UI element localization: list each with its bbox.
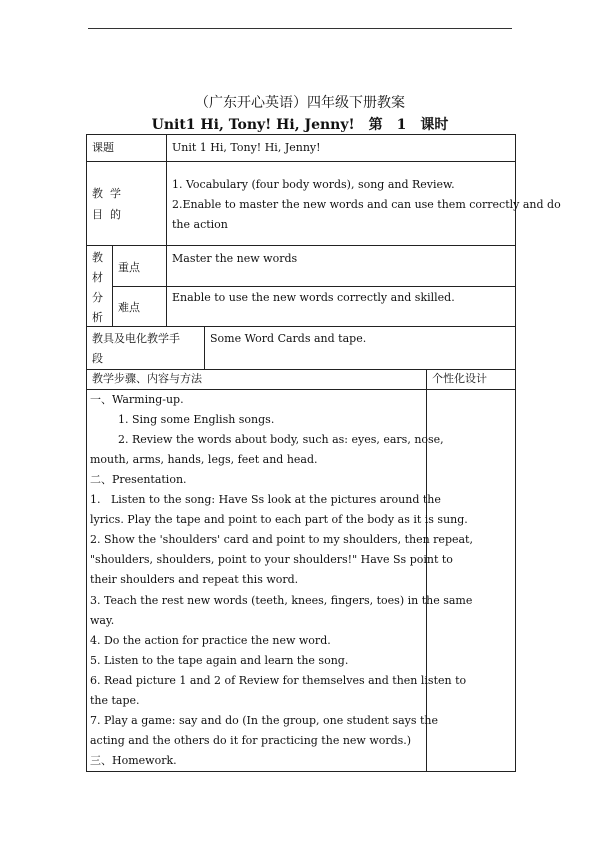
goal-line: the action (172, 218, 228, 231)
step-line: way. (90, 614, 115, 627)
goal-line: 1. Vocabulary (four body words), song and Review. (172, 178, 455, 191)
step-line: 6. Read picture 1 and 2 of Review for themselves and then listen to (90, 674, 467, 687)
goal-line: 2.Enable to master the new words and can use them correctly and do (172, 198, 561, 211)
step-line: 三、Homework. (90, 754, 177, 767)
unit-title: Unit1 Hi, Tony! Hi, Jenny! (151, 117, 355, 133)
difficult-point-label: 难点 (118, 301, 140, 314)
steps-header: 教学步骤、内容与方法 (92, 372, 202, 385)
step-line: 一、Warming-up. (90, 393, 184, 406)
analysis-char: 分 (92, 291, 103, 304)
step-line: the tape. (90, 694, 140, 707)
tools-label-line1: 教具及电化教学手 (92, 332, 180, 345)
column-divider (166, 134, 167, 246)
difficult-point-value: Enable to use the new words correctly and skilled. (172, 291, 455, 304)
analysis-char: 材 (92, 271, 103, 284)
lesson-number: 1 (396, 117, 407, 133)
step-line: their shoulders and repeat this word. (90, 573, 299, 586)
topic-label: 课题 (92, 141, 114, 154)
step-line: acting and the others do it for practicing the new words.) (90, 734, 412, 747)
personal-design-header: 个性化设计 (432, 372, 487, 385)
lesson-keshi: 课时 (420, 117, 449, 133)
step-line: 3. Teach the rest new words (teeth, knees, fingers, toes) in the same (90, 594, 473, 607)
analysis-char: 教 (92, 251, 103, 264)
document-title: （广东开心英语）四年级下册教案 (195, 95, 405, 111)
step-line: mouth, arms, hands, legs, feet and head. (90, 453, 318, 466)
header-rule (88, 28, 512, 29)
document-subtitle (0, 116, 600, 134)
step-line: 1. Listen to the song: Have Ss look at the pictures around the (90, 493, 441, 506)
column-divider (112, 245, 113, 327)
step-line: 7. Play a game: say and do (In the group, one student says the (90, 714, 438, 727)
row-divider (86, 326, 516, 327)
row-divider (86, 245, 516, 246)
goal-label-line2: 目 的 (92, 208, 121, 221)
column-divider (204, 326, 205, 370)
row-divider (86, 161, 516, 162)
column-divider (166, 245, 167, 327)
analysis-char: 析 (92, 311, 103, 324)
step-line: 2. Show the 'shoulders' card and point to my shoulders, then repeat, (90, 533, 473, 546)
goal-label-line1: 教 学 (92, 187, 121, 200)
tools-value: Some Word Cards and tape. (210, 332, 367, 345)
key-point-value: Master the new words (172, 252, 298, 265)
topic-value: Unit 1 Hi, Tony! Hi, Jenny! (172, 141, 321, 154)
step-line: lyrics. Play the tape and point to each part of the body as it is sung. (90, 513, 468, 526)
step-line: "shoulders, shoulders, point to your shoulders!" Have Ss point to (90, 553, 453, 566)
step-line: 4. Do the action for practice the new word. (90, 634, 331, 647)
row-divider (112, 286, 516, 287)
step-line: 1. Sing some English songs. (118, 413, 275, 426)
tools-label-line2: 段 (92, 352, 103, 365)
step-line: 5. Listen to the tape again and learn the song. (90, 654, 349, 667)
key-point-label: 重点 (118, 261, 140, 274)
lesson-di: 第 (368, 117, 383, 133)
step-line: 二、Presentation. (90, 473, 187, 486)
step-line: 2. Review the words about body, such as: eyes, ears, nose, (118, 433, 444, 446)
